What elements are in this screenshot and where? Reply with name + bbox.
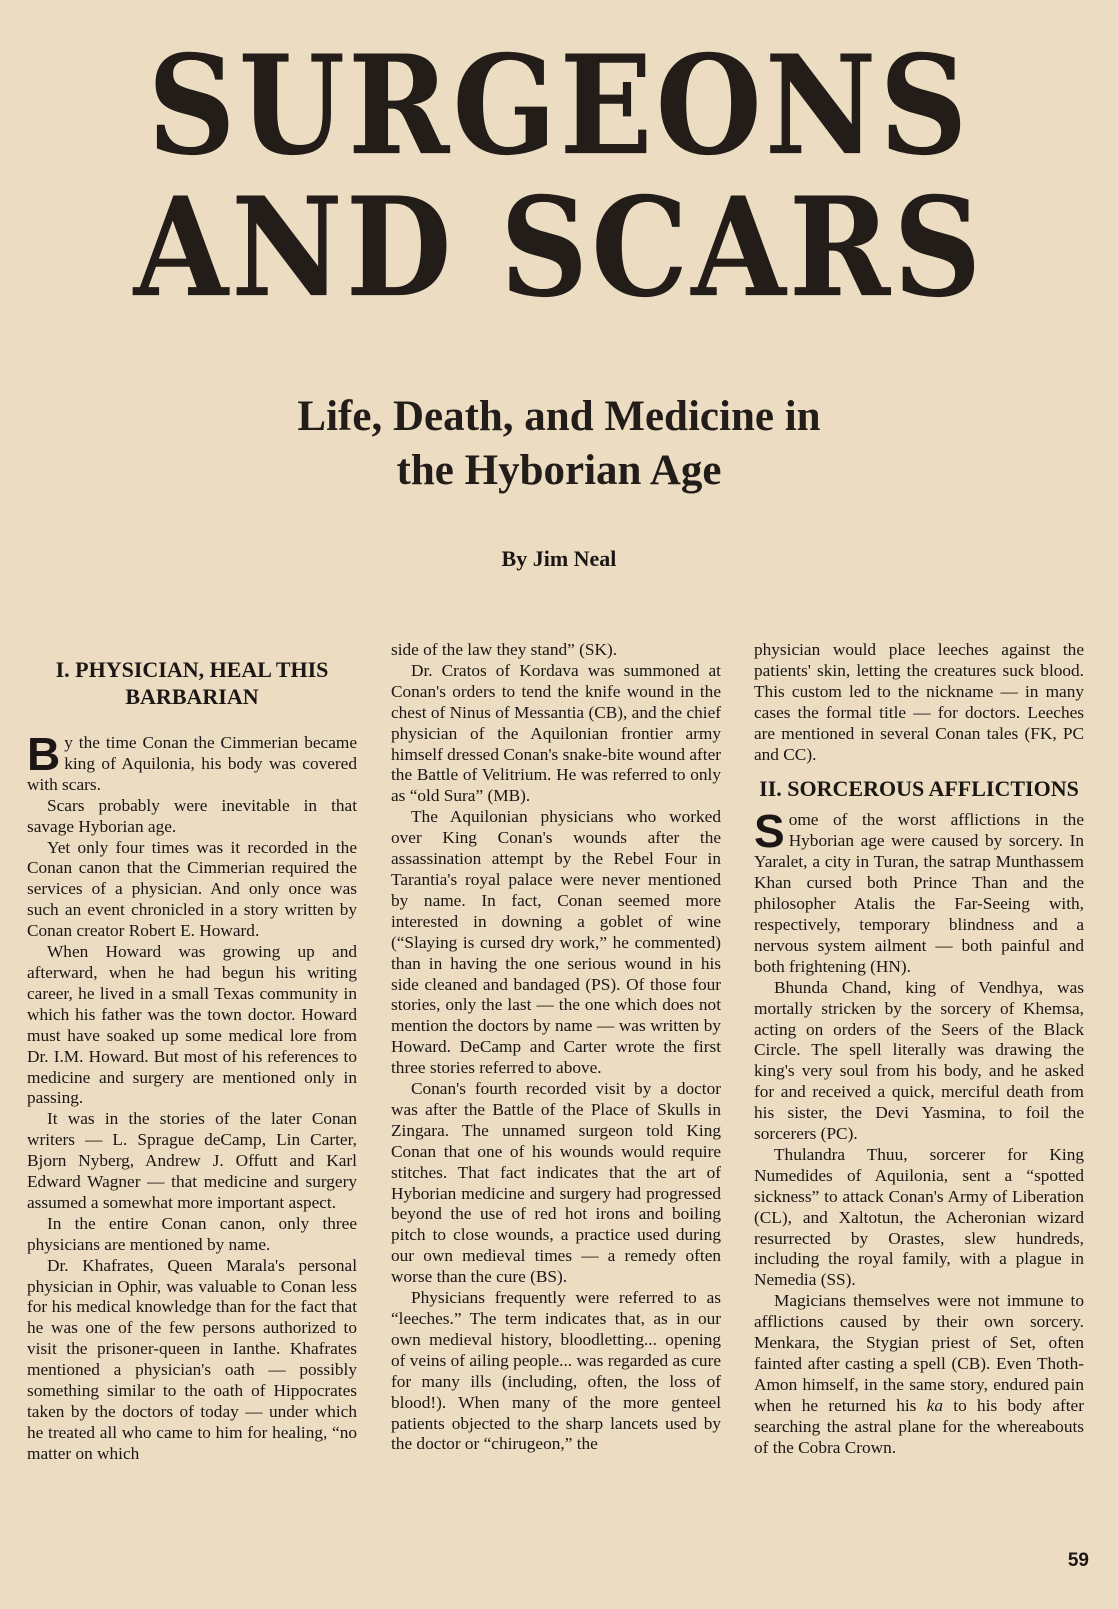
paragraph bbox=[754, 1291, 1084, 1458]
title-line-1: SURGEONS bbox=[147, 24, 971, 186]
paragraph: Conan's fourth recorded visit by a doctor was after the Battle of the Place of Skulls in Zingara. The unnamed surgeon told King Conan that one of his wounds would require stitches. That fact indicates that the art of Hyborian medicine and surgery had progressed beyond the use of red hot irons and boiling pitch to close wounds, a practice used during our own medieval times — a remedy often worse than the cure (BS). bbox=[391, 1079, 721, 1287]
paragraph: side of the law they stand” (SK). bbox=[391, 640, 618, 659]
paragraph bbox=[27, 728, 357, 796]
column-2 bbox=[391, 640, 721, 1455]
paragraph: Thulandra Thuu, sorcerer for King Numedides of Aquilonia, sent a “spotted sickness” to attack Conan's Army of Liberation (CL), and Xaltotun, the Acheronian wizard resurrected by Orastes, slew hundreds, including the royal family, with a plague in Nemedia (SS). bbox=[754, 1144, 1084, 1290]
paragraph: Scars probably were inevitable in that savage Hyborian age. bbox=[27, 795, 357, 836]
drop-cap: B bbox=[27, 728, 61, 780]
paragraph: In the entire Conan canon, only three physicians are mentioned by name. bbox=[27, 1213, 357, 1254]
column-1 bbox=[27, 656, 357, 1465]
paragraph: Physicians frequently were referred to as “leeches.” The term indicates that, as in our own medieval history, bloodletting... opening of veins of ailing people... was regarded as cure for many ills (including, often, the loss of blood!). When many of the more genteel patients objected to the sharp lancets used by the doctor or “chirugeon,” the bbox=[391, 1288, 721, 1454]
byline: By Jim Neal bbox=[501, 546, 617, 571]
paragraph: Dr. Khafrates, Queen Marala's personal physician in Ophir, was valuable to Conan less for his medical knowledge than for the fact that he was one of the few persons authorized to visit the prisoner-queen in Ianthe. Khafrates mentioned a physician's oath — possibly something similar to the oath of Hippocrates taken by the doctors of today — under which he treated all who came to him for healing, “no matter on which bbox=[27, 1255, 357, 1463]
subtitle-line-2: the Hyborian Age bbox=[396, 447, 722, 494]
paragraph-text: y the time Conan the Cimmerian became king of Aquilonia, his body was covered with scars. bbox=[27, 733, 357, 794]
paragraph: physician would place leeches against the patients' skin, letting the creatures suck blood. This custom led to the nickname — in many cases the formal title — for doctors. Leeches are mentioned in several Conan tales (FK, PC and CC). bbox=[754, 640, 1084, 764]
paragraph-text: Magicians themselves were not immune to afflictions caused by their own sorcery. Menkara, the Stygian priest of Set, often fainted after casting a spell (CB). Even Thoth-Amon himself, in the same story, endured pain when he returned his bbox=[754, 1291, 1084, 1415]
section-heading-2: II. SORCEROUS AFFLICTIONS bbox=[759, 776, 1079, 802]
paragraph bbox=[754, 805, 1084, 977]
drop-cap: S bbox=[754, 805, 785, 858]
paragraph: Yet only four times was it recorded in the Conan canon that the Cimmerian required the services of a physician. And only once was such an event chronicled in a story written by Conan creator Robert E. Howard. bbox=[27, 837, 357, 941]
paragraph: The Aquilonian physicians who worked over King Conan's wounds after the assassination attempt by the Rebel Four in Tarantia's royal palace were never mentioned by name. In fact, Conan seemed more interested in downing a goblet of wine (“Slaying is cursed dry work,” he commented) than in having the one serious wound in his side cleaned and bandaged (PS). Of those four stories, only the last — the one which does not mention the doctors by name — was written by Howard. DeCamp and Carter wrote the first three stories referred to above. bbox=[391, 807, 721, 1078]
section-heading-1: I. PHYSICIAN, HEAL THIS BARBARIAN bbox=[55, 657, 329, 709]
paragraph: It was in the stories of the later Conan writers — L. Sprague deCamp, Lin Carter, Bjorn Nyberg, Andrew J. Offutt and Karl Edward Wagner — that medicine and surgery assumed a somewhat more important aspect. bbox=[27, 1109, 357, 1212]
paragraph-text: to his body after searching the astral plane for the whereabouts of the Cobra Crown. bbox=[754, 1395, 1084, 1457]
page-number: 59 bbox=[1067, 1550, 1089, 1571]
column-3 bbox=[754, 640, 1084, 1459]
italic-term: ka bbox=[926, 1395, 943, 1415]
subtitle bbox=[0, 390, 1118, 498]
title-line-2: AND SCARS bbox=[133, 166, 985, 328]
paragraph: Dr. Cratos of Kordava was summoned at Conan's orders to tend the knife wound in the chest of Ninus of Messantia (CB), and the chief physician of the Aquilonian frontier army himself dressed Conan's snake-bite wound after the Battle of Velitrium. He was referred to only as “old Sura” (MB). bbox=[391, 660, 721, 806]
paragraph: Bhunda Chand, king of Vendhya, was mortally stricken by the sorcery of Khemsa, acting on orders of the Seers of the Black Circle. The spell literally was drawing the king's very soul from his body, and he asked for and received a quick, merciful death from his sister, the Devi Yasmina, to foil the sorcerers (PC). bbox=[754, 977, 1084, 1144]
paragraph: When Howard was growing up and afterward, when he had begun his writing career, he lived in a small Texas community in which his father was the town doctor. Howard must have soaked up some medical lore from Dr. I.M. Howard. But most of his references to medicine and surgery are mentioned only in passing. bbox=[27, 942, 357, 1108]
subtitle-line-1: Life, Death, and Medicine in bbox=[297, 393, 821, 440]
paragraph-text: ome of the worst afflictions in the Hyborian age were caused by sorcery. In Yaralet, a city in Turan, the satrap Munthassem Khan cursed both Prince Than and the philosopher Atalis the Far-Seeing with, respectively, temporary blindness and a nervous system ailment — both painful and both frightening (HN). bbox=[754, 810, 1084, 976]
